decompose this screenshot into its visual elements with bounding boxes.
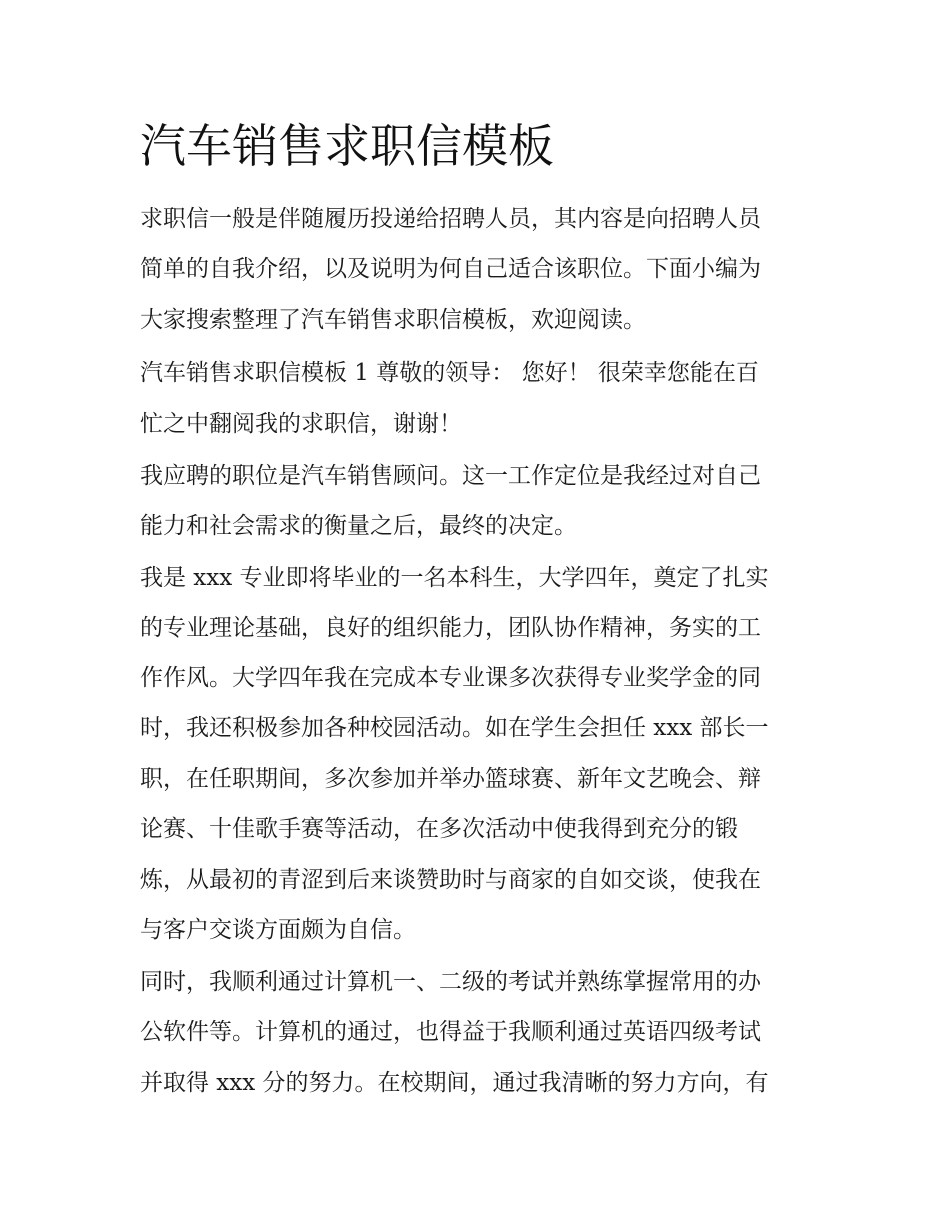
text-line: 大家搜索整理了汽车销售求职信模板，欢迎阅读。 [140,307,646,333]
text-line: 时，我还积极参加各种校园活动。如在学生会担任 xxx 部长一 [140,715,769,741]
text-line: 我是 xxx 专业即将毕业的一名本科生，大学四年，奠定了扎实 [140,565,769,591]
text-line: 论赛、十佳歌手赛等活动，在多次活动中使我得到充分的锻 [140,816,738,842]
text-line: 并取得 xxx 分的努力。在校期间，通过我清晰的努力方向，有 [140,1070,769,1096]
text-line: 的专业理论基础，良好的组织能力，团队协作精神，务实的工 [140,615,761,641]
text-line: 炼，从最初的青涩到后来谈赞助时与商家的自如交谈，使我在 [140,867,761,893]
text-line: 简单的自我介绍，以及说明为何自己适合该职位。下面小编为 [140,256,761,282]
text-line: 与客户交谈方面颇为自信。 [140,917,416,943]
text-line: 职，在任职期间，多次参加并举办篮球赛、新年文艺晚会、辩 [140,766,761,792]
document-title: 汽车销售求职信模板 [140,119,554,173]
text-line: 公软件等。计算机的通过，也得益于我顺利通过英语四级考试 [140,1019,761,1045]
text-line: 作作风。大学四年我在完成本专业课多次获得专业奖学金的同 [140,665,761,691]
text-line: 忙之中翻阅我的求职信，谢谢！ [140,411,462,437]
text-line: 求职信一般是伴随履历投递给招聘人员，其内容是向招聘人员 [140,206,761,232]
text-line: 能力和社会需求的衡量之后，最终的决定。 [140,513,577,539]
text-line: 我应聘的职位是汽车销售顾问。这一工作定位是我经过对自己 [140,463,761,489]
text-line: 汽车销售求职信模板 1 尊敬的领导： 您好！ 很荣幸您能在百 [140,360,759,386]
text-line: 同时，我顺利通过计算机一、二级的考试并熟练掌握常用的办 [140,969,761,995]
